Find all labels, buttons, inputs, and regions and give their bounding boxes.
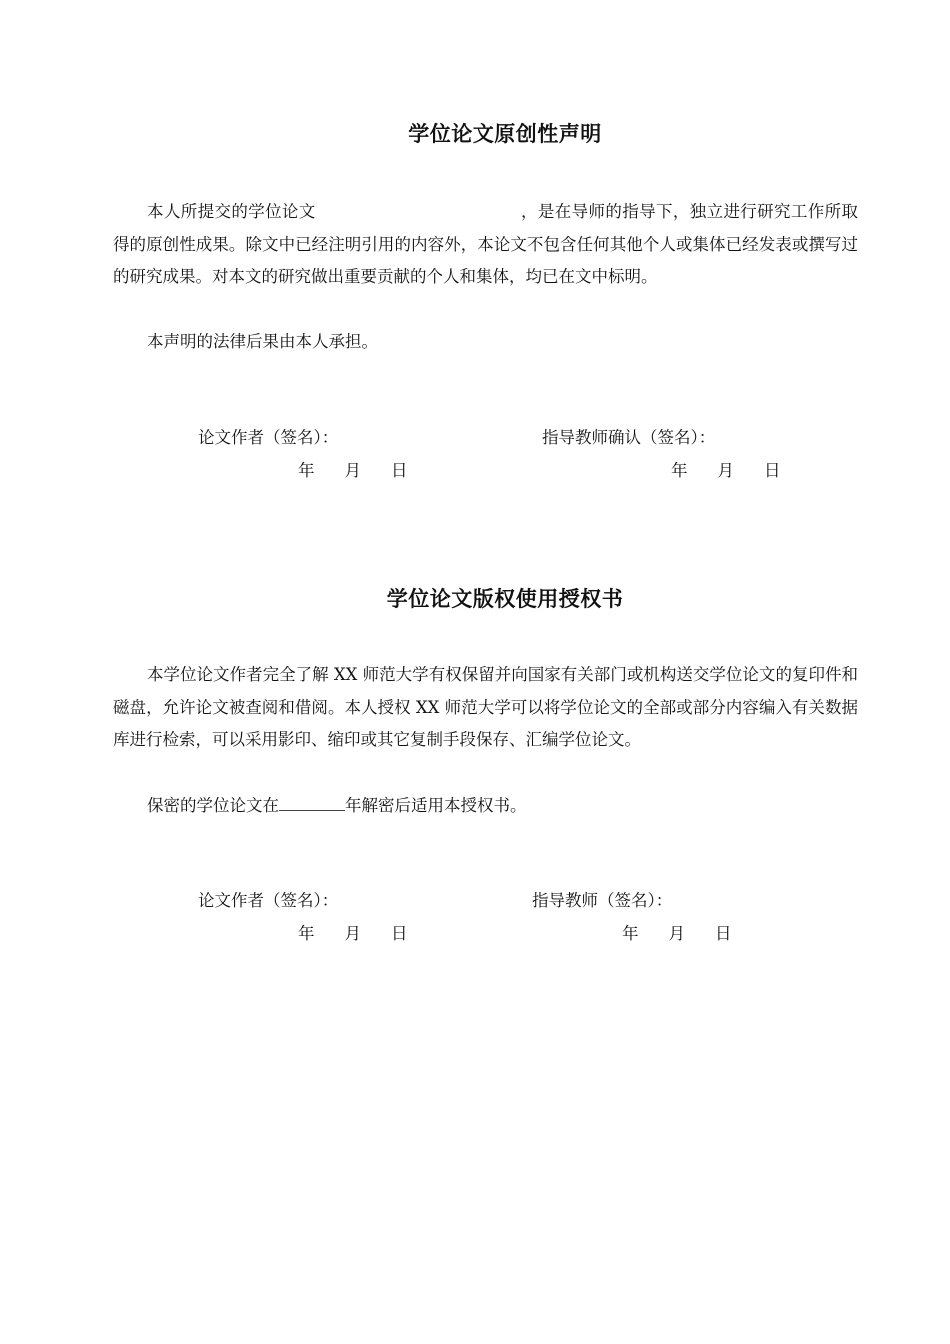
authorization-para2-prefix: 保密的学位论文在 [147,796,279,815]
declaration-paragraph-2: 本声明的法律后果由本人承担。 [147,332,378,351]
date-year: 年 [298,924,315,943]
date-month: 月 [668,924,685,943]
declaration-advisor-date [671,461,781,481]
authorization-advisor-date [622,924,732,944]
date-year: 年 [298,461,315,480]
authorization-paragraph-2 [113,790,858,823]
declaration-title: 学位论文原创性声明 [408,122,602,146]
authorization-advisor-signature-label: 指导教师（签名）： [532,891,673,910]
declaration-author-signature-label: 论文作者（签名）： [198,428,339,447]
declaration-advisor-confirm-label: 指导教师确认（签名）： [542,428,716,447]
date-year: 年 [671,461,688,480]
date-day: 日 [764,461,781,480]
declaration-para1-suffix: ，是在导师的指导下，独立进行研究工作所取得的原创性成果。除文中已经注明引用的内容外，本论文不包含任何其他个人或集体已经发表或撰写过的研究成果。对本文的研究做出重要贡献的个人和集体，均已在文中标明。 [113,202,859,286]
authorization-para2-suffix: 年解密后适用本授权书。 [345,796,527,815]
date-day: 日 [391,461,408,480]
date-month: 月 [717,461,734,480]
confidential-years-blank [279,796,345,811]
declaration-paragraph-1 [113,196,858,294]
date-day: 日 [391,924,408,943]
date-month: 月 [344,924,361,943]
declaration-author-date [298,461,408,481]
authorization-author-date [298,924,408,944]
declaration-para1-prefix: 本人所提交的学位论文 [147,202,316,221]
authorization-title: 学位论文版权使用授权书 [386,587,624,611]
date-day: 日 [715,924,732,943]
date-year: 年 [622,924,639,943]
date-month: 月 [344,461,361,480]
authorization-paragraph-1: 本学位论文作者完全了解 XX 师范大学有权保留并向国家有关部门或机构送交学位论文的复印件和磁盘，允许论文被查阅和借阅。本人授权 XX 师范大学可以将学位论文的全部或部分内容编入有关数据库进行检索，可以采用影印、缩印或其它复制手段保存、汇编学位论文。 [113,665,858,749]
authorization-author-signature-label: 论文作者（签名）： [198,891,339,910]
